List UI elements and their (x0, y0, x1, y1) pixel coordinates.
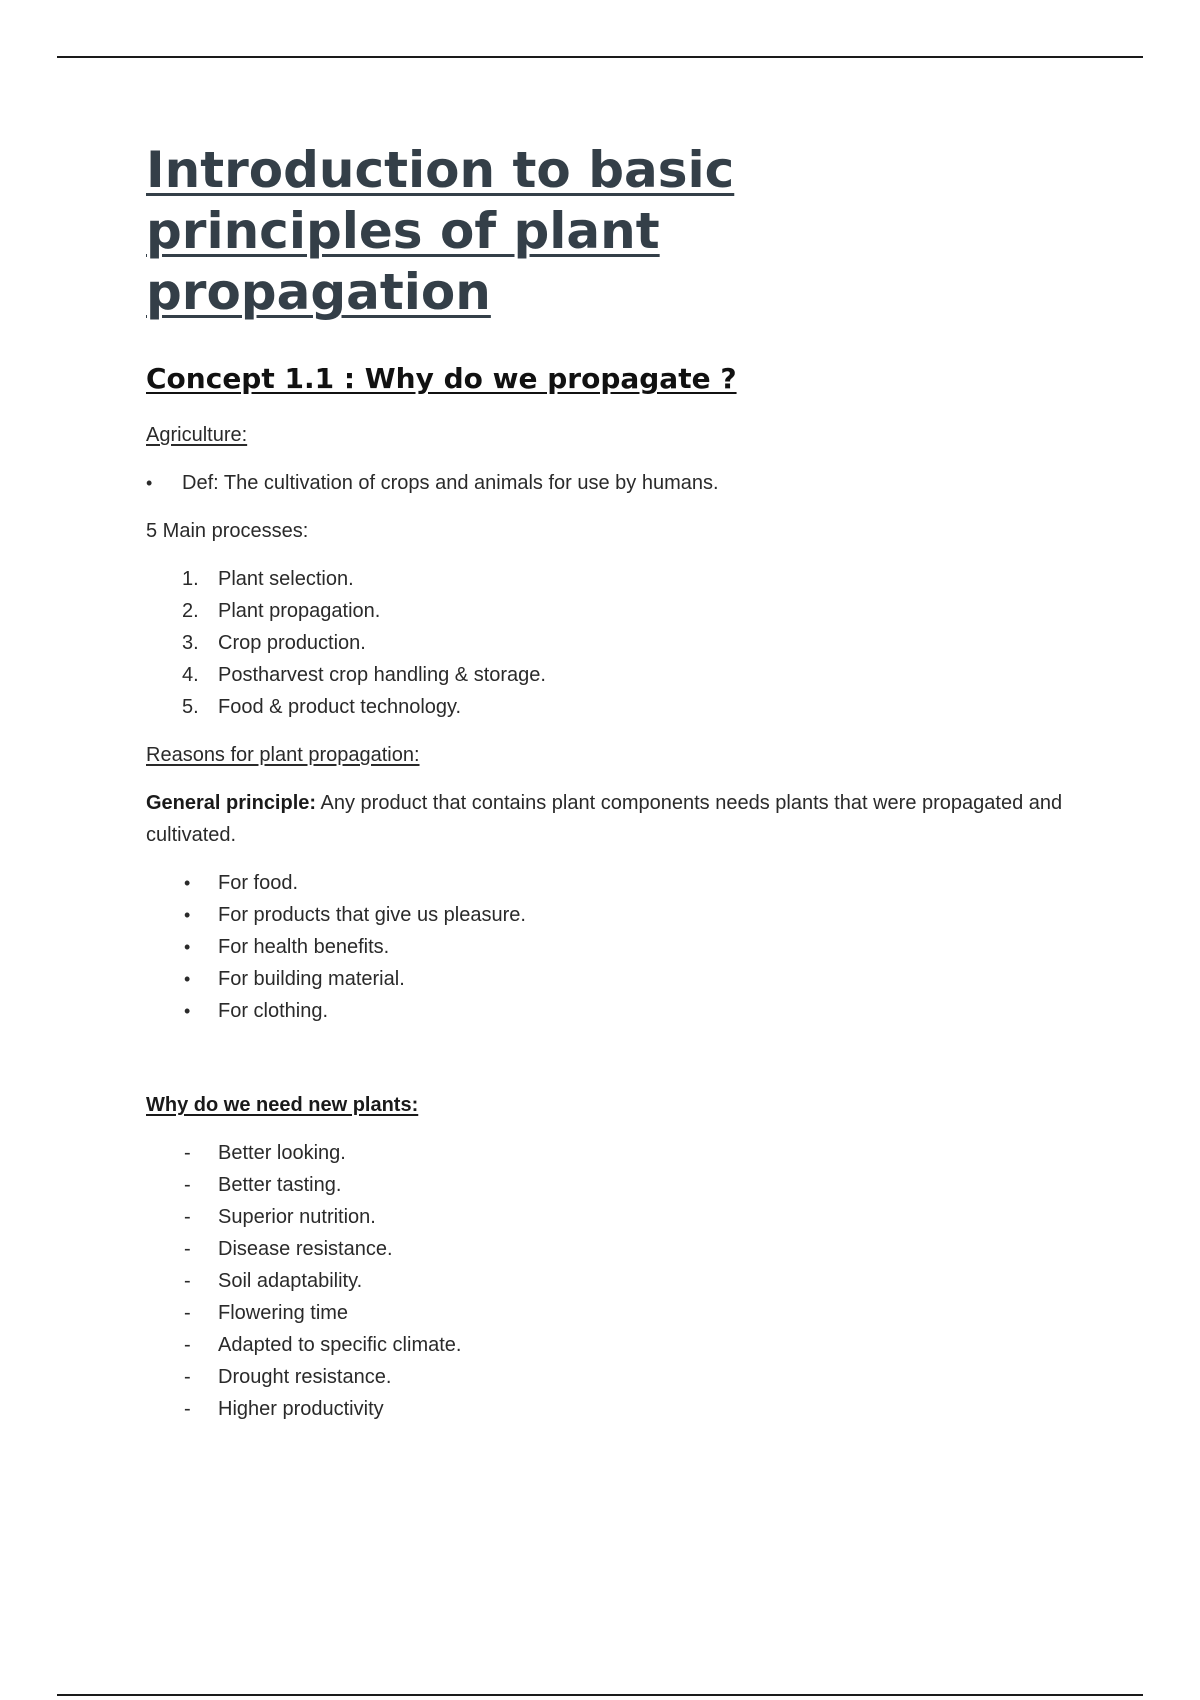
why-text: Flowering time (218, 1302, 349, 1324)
reason-text: For products that give us pleasure. (218, 904, 526, 926)
reasons-list (146, 867, 1086, 1027)
main-processes-label: 5 Main processes: (146, 520, 309, 542)
list-item (146, 1393, 1086, 1425)
list-item (146, 1169, 1086, 1201)
general-principle-paragraph (146, 787, 1086, 851)
why-text: Drought resistance. (218, 1366, 392, 1388)
dash-marker: - (184, 1238, 191, 1260)
reasons-label-text: Reasons for plant propagation: (146, 744, 420, 766)
processes-list (146, 563, 1086, 723)
process-text: Food & product technology. (218, 696, 462, 718)
process-text: Crop production. (218, 632, 366, 654)
why-label (146, 1089, 1086, 1121)
dash-marker: - (184, 1366, 191, 1388)
number-marker: 3. (182, 632, 199, 654)
list-item (146, 1297, 1086, 1329)
reason-text: For clothing. (218, 1000, 329, 1022)
dash-marker: - (184, 1206, 191, 1228)
why-text: Soil adaptability. (218, 1270, 363, 1292)
agriculture-label (146, 419, 1086, 451)
list-item (146, 1201, 1086, 1233)
bullet-marker: • (184, 937, 191, 957)
list-item (146, 595, 1086, 627)
process-text: Postharvest crop handling & storage. (218, 664, 546, 686)
list-item (146, 563, 1086, 595)
bottom-divider (57, 1694, 1143, 1696)
dash-marker: - (184, 1398, 191, 1420)
document-title: Introduction to basic principles of plant propagation (146, 141, 735, 321)
list-item (146, 691, 1086, 723)
document-body (146, 140, 1086, 1425)
why-text: Better looking. (218, 1142, 346, 1164)
why-text: Higher productivity (218, 1398, 384, 1420)
definition-list (146, 467, 1086, 499)
number-marker: 4. (182, 664, 199, 686)
number-marker: 5. (182, 696, 199, 718)
bullet-marker: • (184, 905, 191, 925)
process-text: Plant selection. (218, 568, 354, 590)
why-text: Better tasting. (218, 1174, 342, 1196)
definition-text: Def: The cultivation of crops and animals for use by humans. (182, 472, 719, 494)
list-item (146, 627, 1086, 659)
why-text: Disease resistance. (218, 1238, 393, 1260)
why-text: Adapted to specific climate. (218, 1334, 462, 1356)
number-marker: 1. (182, 568, 199, 590)
reason-text: For health benefits. (218, 936, 390, 958)
dash-marker: - (184, 1174, 191, 1196)
list-item (146, 899, 1086, 931)
list-item (146, 1361, 1086, 1393)
dash-marker: - (184, 1142, 191, 1164)
list-item (146, 963, 1086, 995)
process-text: Plant propagation. (218, 600, 381, 622)
number-marker: 2. (182, 600, 199, 622)
dash-marker: - (184, 1270, 191, 1292)
concept-heading: Concept 1.1 : Why do we propagate ? (146, 362, 737, 395)
list-item (146, 1265, 1086, 1297)
reason-text: For food. (218, 872, 299, 894)
why-text: Superior nutrition. (218, 1206, 376, 1228)
agriculture-label-text: Agriculture: (146, 424, 248, 446)
list-item (146, 659, 1086, 691)
list-item (146, 467, 1086, 499)
list-item (146, 931, 1086, 963)
reason-text: For building material. (218, 968, 405, 990)
why-label-text: Why do we need new plants: (146, 1094, 419, 1116)
why-list (146, 1137, 1086, 1425)
bullet-marker: • (184, 873, 191, 893)
dash-marker: - (184, 1302, 191, 1324)
bullet-marker: • (146, 473, 153, 493)
list-item (146, 1329, 1086, 1361)
bullet-marker: • (184, 969, 191, 989)
list-item (146, 867, 1086, 899)
dash-marker: - (184, 1334, 191, 1356)
top-divider (57, 56, 1143, 58)
general-principle-text: Any product that contains plant components needs plants that were propagated and cultivated. (146, 792, 1063, 846)
reasons-label (146, 739, 1086, 771)
list-item (146, 1137, 1086, 1169)
bullet-marker: • (184, 1001, 191, 1021)
general-principle-label: General principle: (146, 792, 317, 814)
list-item (146, 1233, 1086, 1265)
list-item (146, 995, 1086, 1027)
